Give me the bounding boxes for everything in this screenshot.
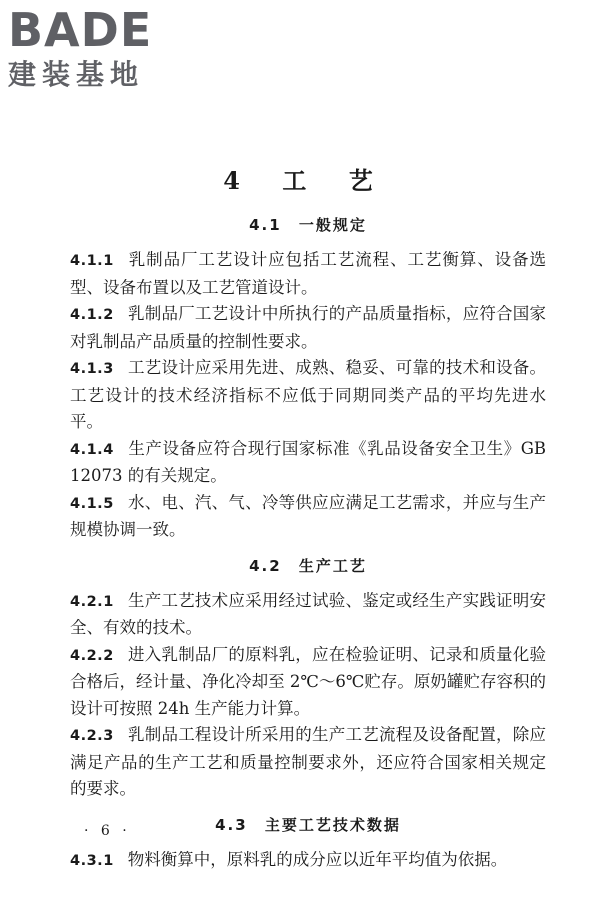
clause-text: 水、电、汽、气、冷等供应应满足工艺需求，并应与生产规模协调一致。 [70,492,546,539]
clause-text: 工艺设计应采用先进、成熟、稳妥、可靠的技术和设备。工艺设计的技术经济指标不应低于同期同类产品的平均先进水平。 [70,358,546,431]
clause-number: 4.1.3 [70,361,114,377]
clause-text: 乳制品工程设计所采用的生产工艺流程及设备配置，除应满足产品的生产工艺和质量控制要求外，还应符合国家相关规定的要求。 [70,725,546,798]
clause-text: 进入乳制品厂的原料乳，应在检验证明、记录和质量化验合格后，经计量、净化冷却至 2℃～6℃贮存。原奶罐贮存容积的设计可按照 24h 生产能力计算。 [70,644,546,718]
clause-number: 4.2.3 [70,728,114,744]
section-4-3 [70,803,546,875]
clause-number: 4.1.2 [70,307,114,323]
clause [70,588,546,642]
clause-text: 乳制品厂工艺设计应包括工艺流程、工艺衡算、设备选型、设备布置以及工艺管道设计。 [70,250,546,297]
page-number: · 6 · [84,823,131,839]
clause-number: 4.2.2 [70,647,114,664]
logo-subtitle: 建装基地 [8,58,145,91]
clause-text: 生产工艺技术应采用经过试验、鉴定或经生产实践证明安全、有效的技术。 [70,590,546,637]
clause [70,355,546,436]
clause [70,247,546,301]
clause [70,722,546,803]
logo-wordmark: BADE [8,3,153,57]
section-heading: 4.2 生产工艺 [249,556,367,575]
clause-text: 物料衡算中，原料乳的成分应以近年平均值为依据。 [127,849,508,869]
clause [70,847,546,875]
clause-number: 4.2.1 [70,593,114,610]
clause [70,490,546,544]
clause [70,436,546,490]
clause [70,642,546,723]
clause-number: 4.3.1 [70,852,114,869]
chapter-title: 4 工 艺 [223,166,377,196]
clause-number: 4.1.5 [70,495,114,512]
document-body [70,203,546,874]
brand-logo [8,4,178,92]
clause-text: 生产设备应符合现行国家标准《乳品设备安全卫生》GB 12073 的有关规定。 [70,438,546,485]
section-4-2 [70,544,546,803]
section-4-1 [70,203,546,544]
section-heading: 4.1 一般规定 [249,216,367,234]
clause-text: 乳制品厂工艺设计中所执行的产品质量指标，应符合国家对乳制品产品质量的控制性要求。 [70,304,546,351]
section-heading: 4.3 主要工艺技术数据 [215,815,401,834]
clause-number: 4.1.4 [70,441,114,458]
clause-number: 4.1.1 [70,253,114,269]
clause [70,301,546,355]
